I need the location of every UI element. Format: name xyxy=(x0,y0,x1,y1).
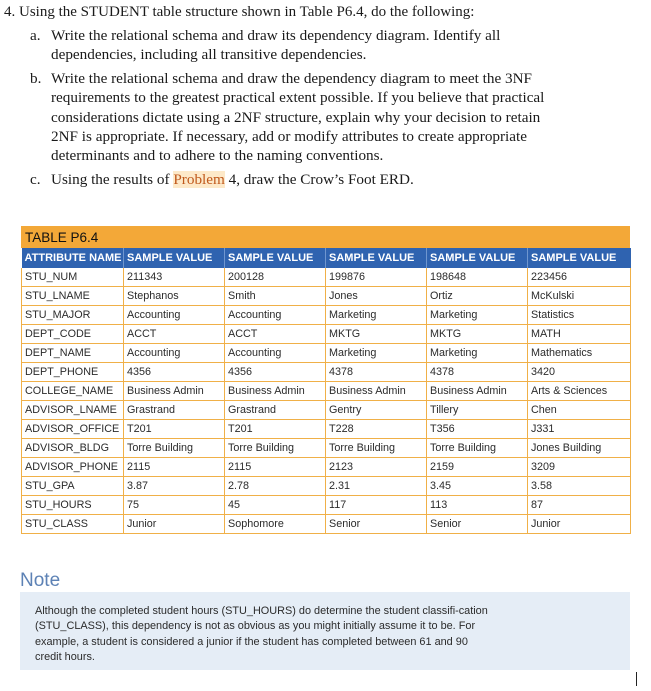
sample-value-cell: McKulski xyxy=(528,287,631,306)
sample-value-cell: Ortiz xyxy=(427,287,528,306)
attribute-name-cell: STU_NUM xyxy=(22,268,124,287)
attribute-name-cell: ADVISOR_LNAME xyxy=(22,401,124,420)
sample-value-cell: 199876 xyxy=(326,268,427,287)
sample-value-cell: Business Admin xyxy=(124,382,225,401)
sample-value-cell: 3.58 xyxy=(528,477,631,496)
sample-value-cell: Marketing xyxy=(427,344,528,363)
question-intro: 4. Using the STUDENT table structure shown in Table P6.4, do the following: xyxy=(4,4,475,20)
note-text: Although the completed student hours (STU_HOURS) do determine the student classifi-cation (STU_CLASS), this dependency is not as obvious as you might initially assume it to be. For example, a student is considered a junior if the student has completed between 61 and 90 credit hours. xyxy=(35,605,488,664)
sample-value-cell: 2123 xyxy=(326,458,427,477)
sample-value-cell: Arts & Sciences xyxy=(528,382,631,401)
sample-value-cell: 4378 xyxy=(326,363,427,382)
item-label: c. xyxy=(30,171,41,188)
sample-value-cell: Jones Building xyxy=(528,439,631,458)
sample-value-cell: Junior xyxy=(528,515,631,534)
table-row xyxy=(22,325,631,344)
header-cell: SAMPLE VALUE xyxy=(427,248,528,268)
sample-value-cell: 3.45 xyxy=(427,477,528,496)
sample-value-cell: Senior xyxy=(326,515,427,534)
header-cell: ATTRIBUTE NAME xyxy=(22,248,124,268)
sample-value-cell: Chen xyxy=(528,401,631,420)
table-body xyxy=(22,268,631,534)
attribute-name-cell: STU_MAJOR xyxy=(22,306,124,325)
sample-value-cell: 113 xyxy=(427,496,528,515)
sample-value-cell: 75 xyxy=(124,496,225,515)
sample-value-cell: 2159 xyxy=(427,458,528,477)
sample-value-cell: 2.31 xyxy=(326,477,427,496)
sample-value-cell: ACCT xyxy=(124,325,225,344)
header-cell: SAMPLE VALUE xyxy=(326,248,427,268)
sample-value-cell: Gentry xyxy=(326,401,427,420)
sample-value-cell: T201 xyxy=(124,420,225,439)
item-text: Write the relational schema and draw its dependency diagram. Identify all dependencies, including all transitive dependencies. xyxy=(51,27,501,64)
sample-value-cell: Torre Building xyxy=(225,439,326,458)
table-row xyxy=(22,477,631,496)
note-box xyxy=(20,592,630,670)
table-row xyxy=(22,401,631,420)
sample-value-cell: T201 xyxy=(225,420,326,439)
sample-value-cell: Marketing xyxy=(427,306,528,325)
table-header-row xyxy=(22,248,631,268)
sample-value-cell: Accounting xyxy=(124,344,225,363)
sample-value-cell: 2115 xyxy=(124,458,225,477)
text-cursor xyxy=(636,672,637,686)
sample-value-cell: T228 xyxy=(326,420,427,439)
table-p6-4 xyxy=(21,226,630,534)
sample-value-cell: Grastrand xyxy=(124,401,225,420)
problem-link[interactable]: Problem xyxy=(173,171,225,188)
sample-value-cell: J331 xyxy=(528,420,631,439)
sample-value-cell: Stephanos xyxy=(124,287,225,306)
sample-value-cell: 4378 xyxy=(427,363,528,382)
sample-value-cell: 45 xyxy=(225,496,326,515)
table-row xyxy=(22,420,631,439)
item-text xyxy=(51,170,550,189)
table-row xyxy=(22,458,631,477)
sample-value-cell: 4356 xyxy=(124,363,225,382)
sample-value-cell: Grastrand xyxy=(225,401,326,420)
attribute-name-cell: ADVISOR_PHONE xyxy=(22,458,124,477)
header-cell: SAMPLE VALUE xyxy=(528,248,631,268)
student-table xyxy=(21,248,631,534)
table-row xyxy=(22,439,631,458)
question-item-c xyxy=(30,170,550,189)
sample-value-cell: 4356 xyxy=(225,363,326,382)
sample-value-cell: 223456 xyxy=(528,268,631,287)
sample-value-cell: 3.87 xyxy=(124,477,225,496)
item-label: b. xyxy=(30,70,42,87)
sample-value-cell: Torre Building xyxy=(326,439,427,458)
table-row xyxy=(22,382,631,401)
header-cell: SAMPLE VALUE xyxy=(124,248,225,268)
sample-value-cell: Marketing xyxy=(326,306,427,325)
sample-value-cell: ACCT xyxy=(225,325,326,344)
attribute-name-cell: STU_LNAME xyxy=(22,287,124,306)
attribute-name-cell: ADVISOR_BLDG xyxy=(22,439,124,458)
item-text: Write the relational schema and draw the dependency diagram to meet the 3NF requirements to the greatest practical extent possible. If you believe that practical considerations dictate using a 2NF structure, explain why your decision to retain 2NF is appropriate. If necessary, add or modify attributes to create appropriate determinants and to adhere to the naming conventions. xyxy=(51,70,545,165)
sample-value-cell: MKTG xyxy=(326,325,427,344)
sample-value-cell: Jones xyxy=(326,287,427,306)
sample-value-cell: 2.78 xyxy=(225,477,326,496)
sample-value-cell: 211343 xyxy=(124,268,225,287)
sample-value-cell: 2115 xyxy=(225,458,326,477)
sample-value-cell: Statistics xyxy=(528,306,631,325)
table-row xyxy=(22,287,631,306)
attribute-name-cell: STU_CLASS xyxy=(22,515,124,534)
sample-value-cell: 198648 xyxy=(427,268,528,287)
attribute-name-cell: COLLEGE_NAME xyxy=(22,382,124,401)
sample-value-cell: Junior xyxy=(124,515,225,534)
sample-value-cell: T356 xyxy=(427,420,528,439)
table-row xyxy=(22,496,631,515)
item-label: a. xyxy=(30,27,41,44)
attribute-name-cell: STU_GPA xyxy=(22,477,124,496)
sample-value-cell: Business Admin xyxy=(427,382,528,401)
table-row xyxy=(22,344,631,363)
attribute-name-cell: STU_HOURS xyxy=(22,496,124,515)
sample-value-cell: Business Admin xyxy=(225,382,326,401)
question-item-b xyxy=(30,69,550,165)
sample-value-cell: 3420 xyxy=(528,363,631,382)
sample-value-cell: 87 xyxy=(528,496,631,515)
attribute-name-cell: ADVISOR_OFFICE xyxy=(22,420,124,439)
sample-value-cell: Accounting xyxy=(124,306,225,325)
sample-value-cell: Accounting xyxy=(225,306,326,325)
sample-value-cell: 3209 xyxy=(528,458,631,477)
sample-value-cell: 200128 xyxy=(225,268,326,287)
table-caption: TABLE P6.4 xyxy=(21,226,630,248)
attribute-name-cell: DEPT_NAME xyxy=(22,344,124,363)
sample-value-cell: Accounting xyxy=(225,344,326,363)
sample-value-cell: Business Admin xyxy=(326,382,427,401)
attribute-name-cell: DEPT_PHONE xyxy=(22,363,124,382)
item-text-before: Using the results of xyxy=(51,171,174,188)
item-text-after: 4, draw the Crow’s Foot ERD. xyxy=(224,171,414,188)
table-row xyxy=(22,515,631,534)
sample-value-cell: Sophomore xyxy=(225,515,326,534)
sample-value-cell: MKTG xyxy=(427,325,528,344)
sample-value-cell: Smith xyxy=(225,287,326,306)
note-title: Note xyxy=(20,570,61,591)
sample-value-cell: 117 xyxy=(326,496,427,515)
sample-value-cell: Torre Building xyxy=(427,439,528,458)
sample-value-cell: MATH xyxy=(528,325,631,344)
table-row xyxy=(22,306,631,325)
header-cell: SAMPLE VALUE xyxy=(225,248,326,268)
sample-value-cell: Senior xyxy=(427,515,528,534)
attribute-name-cell: DEPT_CODE xyxy=(22,325,124,344)
sample-value-cell: Torre Building xyxy=(124,439,225,458)
table-row xyxy=(22,363,631,382)
sample-value-cell: Tillery xyxy=(427,401,528,420)
sample-value-cell: Marketing xyxy=(326,344,427,363)
question-item-a xyxy=(30,26,550,65)
table-row xyxy=(22,268,631,287)
sample-value-cell: Mathematics xyxy=(528,344,631,363)
